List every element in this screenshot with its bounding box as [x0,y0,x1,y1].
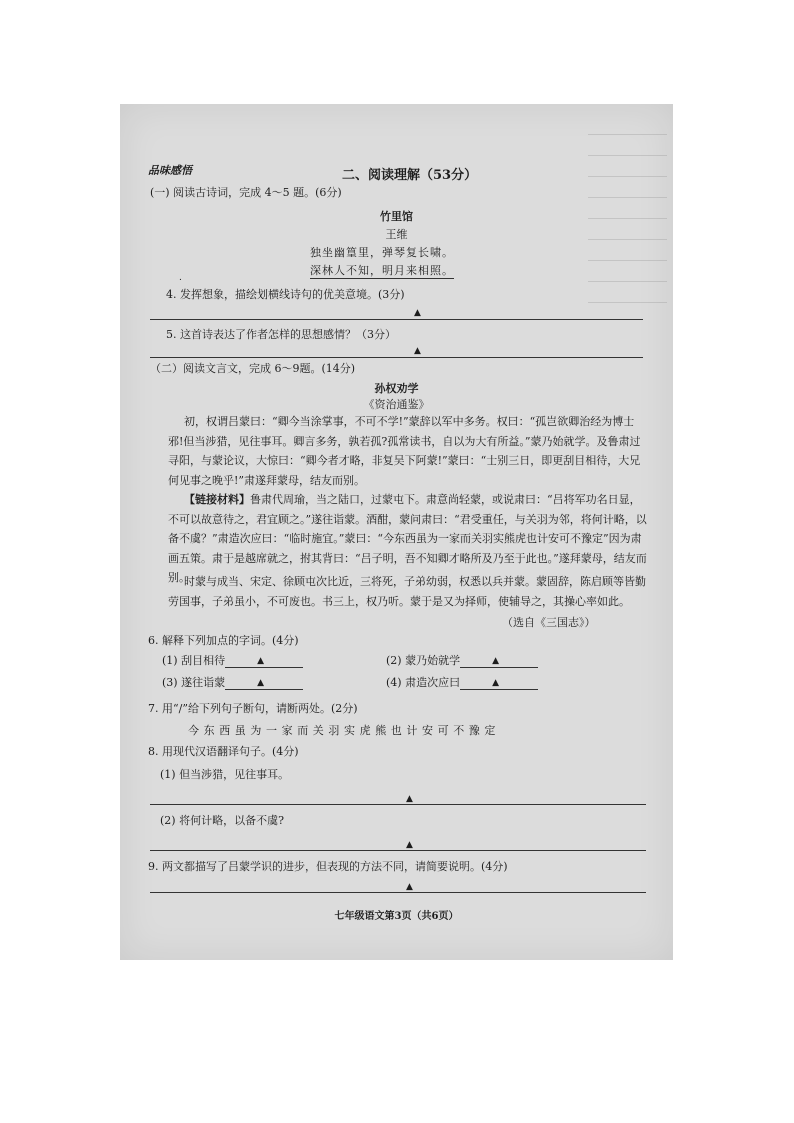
question-6: 6. 解释下列加点的字词。(4分) [148,634,299,647]
text-title: 孙权劝学 [374,382,419,395]
answer-line-q8-1[interactable] [150,804,646,805]
section-title: 二、阅读理解（53分） [342,168,478,183]
q6-item-1 [162,654,303,668]
q8-sentence-2: (2) 将何计略，以备不虞? [160,814,284,827]
q6-item-4 [386,676,538,690]
question-4: 4. 发挥想象，描绘划横线诗句的优美意境。(3分) [166,288,405,301]
q6-blank[interactable] [225,655,303,668]
link-material-label: 【链接材料】 [184,493,250,506]
passage-paragraph-1: 初，权谓吕蒙曰：“卿今当涂掌事，不可不学!”蒙辞以军中多务。权曰：“孤岂欲卿治经为博士邪!但当涉猎，见往事耳。卿言多务，孰若孤?孤常读书，自以为大有所益。”蒙乃始就学。及鲁肃过寻阳，与蒙论议，大惊曰：“卿今者才略，非复吴下阿蒙!”蒙曰：“士别三日，即更刮目相待，大兄何见事之晚乎!”肃遂拜蒙母，结友而别。 [168,415,641,487]
answer-line-q8-2[interactable] [150,850,646,851]
question-9: 9. 两文都描写了吕蒙学识的进步，但表现的方法不同，请简要说明。(4分) [148,860,508,873]
page-footer: 七年级语文第3页（共6页） [334,911,459,922]
q6-item-label: (3) 遂往诣蒙 [162,676,226,689]
answer-marker: ▲ [414,308,421,318]
poem-line-1: 独坐幽篁里，弹琴复长啸。 [310,246,454,259]
answer-marker: ▲ [414,346,421,356]
poem-line-2-underlined: 深林人不知，明月来相照。 [310,264,454,277]
question-7: 7. 用“/”给下列句子断句，请断两处。(2分) [148,702,358,715]
q6-item-label: (2) 蒙乃始就学 [386,654,461,667]
answer-marker: ▲ [257,678,264,688]
exam-page [120,104,673,960]
answer-marker: ▲ [492,678,499,688]
answer-marker: ▲ [492,656,499,666]
answer-marker: ▲ [406,882,413,892]
q6-blank[interactable] [225,677,303,690]
answer-line-q9[interactable] [150,892,646,893]
stray-dot: . [179,273,182,283]
answer-line-q4[interactable] [150,319,643,320]
poem-title: 竹里馆 [380,210,413,223]
q6-blank[interactable] [460,677,538,690]
q6-item-label: (4) 肃造次应曰 [386,676,461,689]
q8-sentence-1: (1) 但当涉猎，见往事耳。 [160,768,290,781]
part2-intro: （二）阅读文言文，完成 6～9题。(14分) [150,362,356,375]
q7-sentence[interactable]: 今东西虽为一家而关羽实虎熊也计安可不豫定 [188,724,500,737]
section-tag: 品味感悟 [148,164,192,177]
answer-marker: ▲ [257,656,264,666]
poem-author: 王维 [385,228,408,241]
answer-marker: ▲ [406,794,413,804]
question-5: 5. 这首诗表达了作者怎样的思想感情？（3分） [166,328,396,341]
answer-marker: ▲ [406,840,413,850]
q6-item-3 [162,676,303,690]
scanned-page-photo [120,104,673,960]
q6-item-label: (1) 刮目相待 [162,654,226,667]
q6-item-2 [386,654,538,668]
q6-blank[interactable] [460,655,538,668]
question-8: 8. 用现代汉语翻译句子。(4分) [148,745,299,758]
answer-line-q5[interactable] [150,357,643,358]
passage-3-source: （选自《三国志》） [502,616,596,629]
link-material-text: 鲁肃代周瑜，当之陆口，过蒙屯下。肃意尚轻蒙，或说肃曰：“吕将军功名日显，不可以故意待之，君宜顾之。”遂往诣蒙。酒酣，蒙问肃曰：“君受重任，与关羽为邻，将何计略，以备不虞？”肃造次应曰：“临时施宜。”蒙曰：“今东西虽为一家而关羽实熊虎也计安可不豫定”因为肃画五策。肃于是越席就之，拊其背曰：“吕子明，吾不知卿才略所及乃至于此也。”遂拜蒙母，结友而别。 [168,493,647,584]
text-source: 《资治通鉴》 [363,398,430,411]
passage-paragraph-3: 时蒙与成当、宋定、徐顾屯次比近，三将死，子弟幼弱，权悉以兵并蒙。蒙固辞，陈启顾等皆勤劳国事，子弟虽小，不可废也。书三上，权乃听。蒙于是又为择师，使辅导之，其操心率如此。 [168,575,646,608]
part1-intro: (一) 阅读古诗词，完成 4～5 题。(6分) [150,186,342,199]
